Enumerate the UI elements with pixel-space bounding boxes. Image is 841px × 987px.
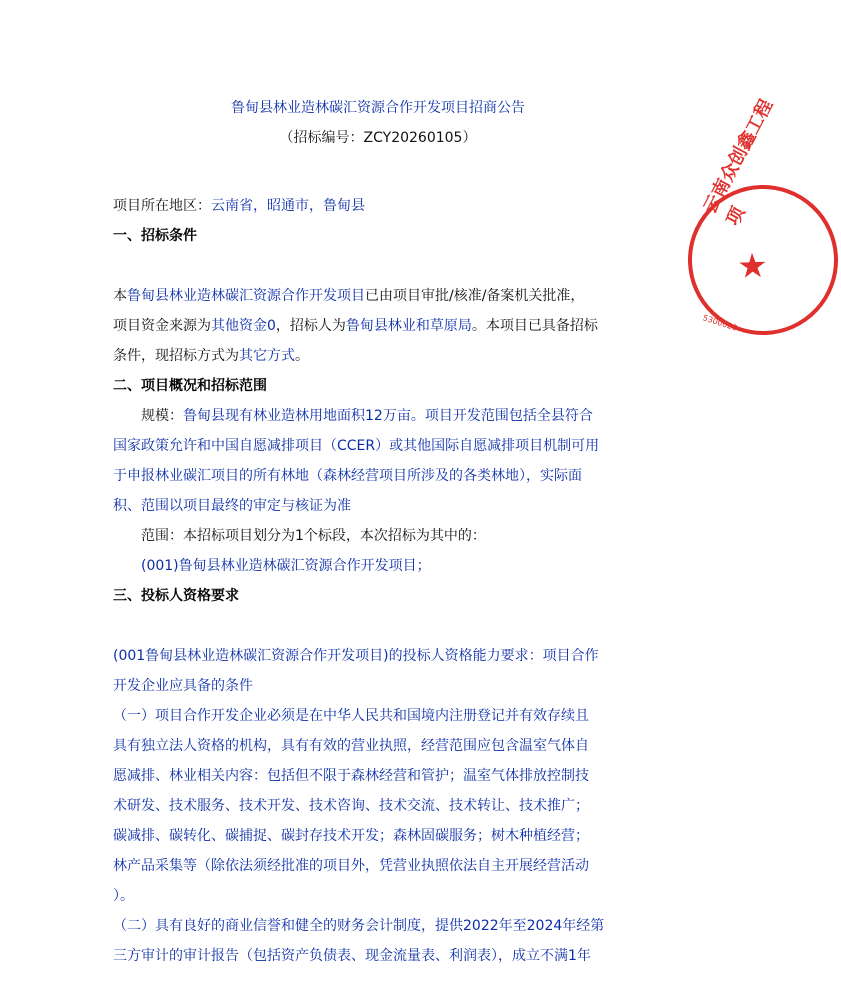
qual-line5: 愿减排、林业相关内容：包括但不限于森林经营和管护；温室气体排放控制技: [113, 768, 589, 784]
para-text: 。本项目已具备招标: [471, 318, 598, 334]
star-icon: ★: [736, 245, 769, 287]
seal-text: 云南众创鑫工程项: [699, 95, 778, 230]
para1-line1: [113, 286, 584, 306]
para-text: 项目资金来源为: [113, 318, 211, 334]
scale-text: 鲁甸县现有林业造林用地面积12万亩。项目开发范围包括全县符合: [183, 408, 593, 424]
scale-line2: 国家政策允许和中国自愿减排项目（CCER）或其他国际自愿减排项目机制可用: [113, 438, 600, 454]
page-title: 鲁甸县林业造林碳汇资源合作开发项目招商公告: [231, 100, 525, 116]
tenderer: 鲁甸县林业和草原局: [345, 318, 472, 334]
para-text: 本: [113, 288, 127, 304]
section-2-title: 二、项目概况和招标范围: [113, 378, 267, 394]
qual-line9: ）。: [113, 888, 134, 904]
qual-line11: 三方审计的审计报告（包括资产负债表、现金流量表、利润表），成立不满1年: [113, 948, 591, 964]
qual-line7: 碳减排、碳转化、碳捕捉、碳封存技术开发；森林固碳服务；树木种植经营；: [113, 828, 589, 844]
para-text: 。: [295, 348, 309, 364]
qual-line6: 术研发、技术服务、技术开发、技术咨询、技术交流、技术转让、技术推广；: [113, 798, 589, 814]
qual-line4: 具有独立法人资格的机构，具有有效的营业执照，经营范围应包含温室气体自: [113, 738, 589, 754]
range-line: 范围：本招标项目划分为1个标段，本次招标为其中的：: [141, 528, 486, 544]
fund-source: 其他资金0: [211, 318, 276, 334]
qual-line8: 林产品采集等（除依法须经批准的项目外，凭营业执照依法自主开展经营活动: [113, 858, 589, 874]
scale-label: 规模：: [141, 408, 183, 424]
company-seal: [685, 95, 840, 337]
qual-line10: （二）具有良好的商业信誉和健全的财务会计制度，提供2022年至2024年经第: [113, 918, 605, 934]
para-text: 条件，现招标方式为: [113, 348, 239, 364]
para1-line2: [113, 316, 598, 336]
page-subtitle: （招标编号：ZCY20260105）: [279, 130, 477, 146]
section-3-title: 三、投标人资格要求: [113, 588, 239, 604]
seal-number: 5300020: [701, 313, 739, 333]
lot-line: (001)鲁甸县林业造林碳汇资源合作开发项目；: [141, 558, 431, 574]
scale-line3: 于申报林业碳汇项目的所有林地（森林经营项目所涉及的各类林地），实际面: [113, 468, 582, 484]
section-1-title: 一、招标条件: [113, 228, 197, 244]
qual-line3: （一）项目合作开发企业必须是在中华人民共和国境内注册登记并有效存续且: [113, 708, 589, 724]
scale-line4: 积、范围以项目最终的审定与核证为准: [113, 498, 351, 514]
para-text: ，招标人为: [275, 318, 346, 334]
tender-method: 其它方式: [239, 348, 295, 364]
scale-line1: [141, 406, 593, 426]
region-value: 云南省，昭通市，鲁甸县: [211, 198, 365, 214]
region-label: 项目所在地区：: [113, 198, 211, 214]
qual-line2: 开发企业应具备的条件: [113, 678, 253, 694]
para1-line3: [113, 346, 309, 366]
para-text: 已由项目审批/核准/备案机关批准，: [365, 288, 585, 304]
qual-line1: (001鲁甸县林业造林碳汇资源合作开发项目)的投标人资格能力要求：项目合作: [113, 648, 599, 664]
region-line: [113, 196, 365, 216]
project-name: 鲁甸县林业造林碳汇资源合作开发项目: [127, 288, 365, 304]
